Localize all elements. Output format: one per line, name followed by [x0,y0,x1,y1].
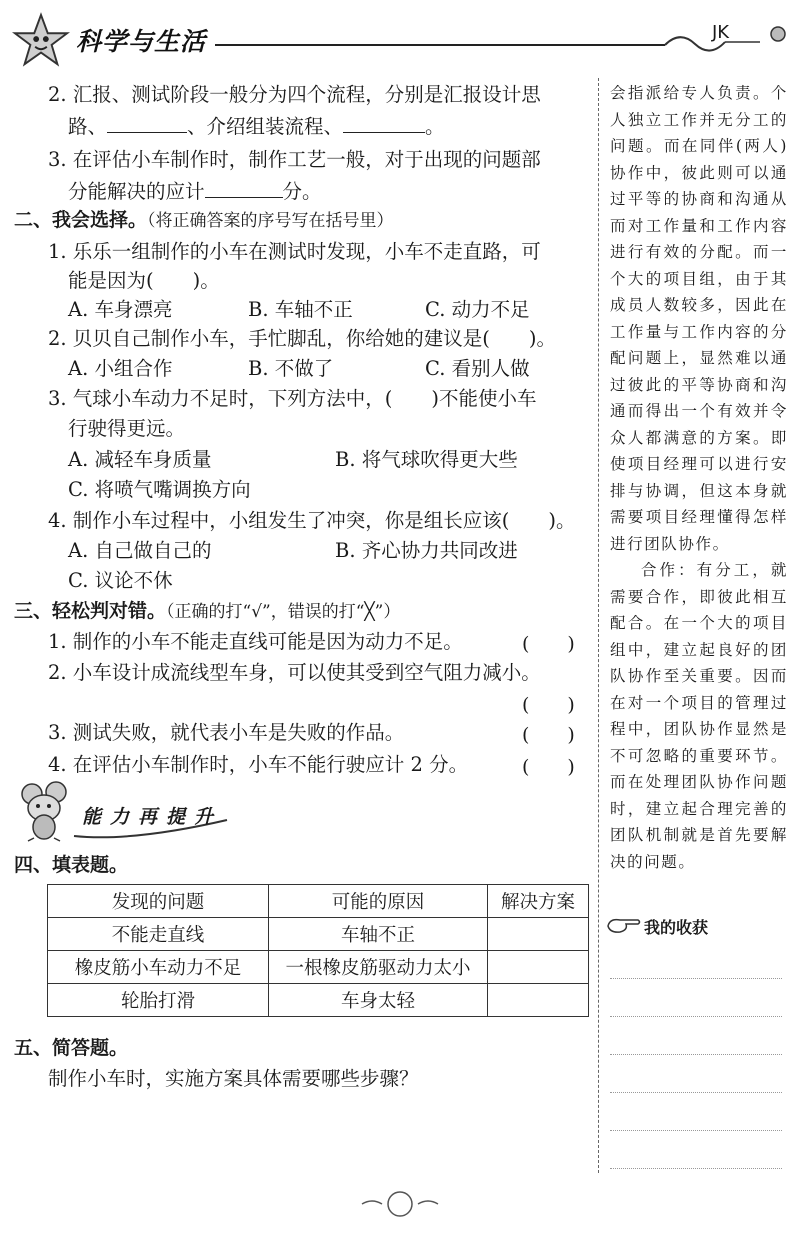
sidebar-text [610,80,788,875]
note-line[interactable] [610,1092,782,1093]
table-cell: 轮胎打滑 [48,984,269,1017]
s2-q1-opt-c[interactable]: C. 动力不足 [425,298,530,321]
s1-q2-line1: 2. 汇报、测试阶段一般分为四个流程，分别是汇报设计思 [48,83,541,106]
s2-q1-opt-a[interactable]: A. 车身漂亮 [68,298,173,321]
s3-item-1: 1. 制作的小车不能走直线可能是因为动力不足。 [48,630,463,653]
s2-q2-line1: 2. 贝贝自己制作小车，手忙脚乱，你给她的建议是( )。 [48,327,557,350]
note-line[interactable] [610,1054,782,1055]
s1-q3-line1: 3. 在评估小车制作时，制作工艺一般，对于出现的问题部 [48,148,541,171]
s2-q4-line1: 4. 制作小车过程中，小组发生了冲突，你是组长应该( )。 [48,509,576,532]
s2-q2-opt-b[interactable]: B. 不做了 [248,357,334,380]
note-line[interactable] [610,978,782,979]
answer-paren[interactable]: ( ) [522,633,575,655]
brand-title: 科学与生活 [76,27,207,56]
s3-item-3: 3. 测试失败，就代表小车是失败的作品。 [48,721,405,744]
note-line[interactable] [610,1130,782,1131]
harvest-label: 我的收获 [644,918,709,937]
table-row [48,984,589,1017]
s2-q2-opt-a[interactable]: A. 小组合作 [68,357,173,380]
answer-paren[interactable]: ( ) [522,756,575,778]
s2-q1-line1: 1. 乐乐一组制作的小车在测试时发现，小车不走直路，可 [48,240,541,263]
s3-item-2: 2. 小车设计成流线型车身，可以使其受到空气阻力减小。 [48,661,541,684]
star-mascot-icon [12,12,70,70]
table-cell: 车轴不正 [269,918,488,951]
sidebar-para-1: 会指派给专人负责。个人独立工作并无分工的问题。而在同伴(两人)协作中，彼此则可以通过平等的协商和沟通从而对工作量和工作内容进行有效的分配。而一个大的项目组，由于其成员人数较多，因此在工作量与工作内容的分配问题上，显然难以通过彼此的平等协商和沟通而得出一个有效并令众人都满意的方案。即使项目经理可以进行安排与协调，但这本身就需要项目经理懂得怎样进行团队协作。 [610,84,788,553]
sidebar-para-2: 合作：有分工，就需要合作，即彼此相互配合。在一个大的项目组中，建立起良好的团队协作至关重要。因而在对一个项目的管理过程中，团队协作显然是不可忽略的重要环节。而在处理团队协作问题时，建立起合理完善的团队机制就是首先要解决的问题。 [610,561,788,871]
fill-table [47,884,589,1017]
series-label: JK [712,22,730,43]
note-line[interactable] [610,1016,782,1017]
s1-q2-line2: 路、 、介绍组装流程、 。 [68,115,445,138]
ability-title: 能力再提升 [82,806,223,828]
table-answer-cell[interactable] [488,984,589,1017]
table-cell: 橡皮筋小车动力不足 [48,951,269,984]
note-line[interactable] [610,1168,782,1169]
section5-heading: 五、简答题。 [14,1037,129,1059]
fill-blank[interactable] [343,114,425,133]
fill-blank[interactable] [205,179,283,198]
s2-q3-opt-c[interactable]: C. 将喷气嘴调换方向 [68,478,251,501]
mouse-mascot-icon [14,780,76,842]
s1-q3-line2: 分能解决的应计 分。 [68,180,322,203]
s2-q2-opt-c[interactable]: C. 看别人做 [425,357,530,380]
table-row [48,918,589,951]
section2-heading: 二、我会选择。（将正确答案的序号写在括号里） [14,209,394,231]
header-rule [215,44,665,46]
fill-blank[interactable] [107,114,187,133]
s2-q1-opt-b[interactable]: B. 车轴不正 [248,298,353,321]
table-answer-cell[interactable] [488,918,589,951]
section3-heading: 三、轻松判对错。（正确的打“√”，错误的打“╳”） [14,600,401,622]
table-header-cell: 发现的问题 [48,885,269,918]
table-header-row [48,885,589,918]
table-header-cell: 可能的原因 [269,885,488,918]
s3-item-4: 4. 在评估小车制作时，小车不能行驶应计 2 分。 [48,753,469,776]
section4-heading: 四、填表题。 [14,854,129,876]
s2-q4-opt-c[interactable]: C. 议论不休 [68,569,173,592]
s2-q4-opt-b[interactable]: B. 齐心协力共同改进 [335,539,518,562]
s5-question: 制作小车时，实施方案具体需要哪些步骤？ [48,1067,419,1090]
s2-q3-line1: 3. 气球小车动力不足时，下列方法中，( )不能使小车 [48,387,537,410]
s2-q4-opt-a[interactable]: A. 自己做自己的 [68,539,212,562]
table-cell: 一根橡皮筋驱动力太小 [269,951,488,984]
s2-q3-line2: 行驶得更远。 [68,417,186,440]
pointing-hand-icon [606,914,642,936]
table-cell: 车身太轻 [269,984,488,1017]
answer-paren[interactable]: ( ) [522,724,575,746]
sidebar-divider [598,78,599,1173]
answer-area[interactable] [48,1100,583,1180]
table-cell: 不能走直线 [48,918,269,951]
s2-q1-line2: 能是因为( )。 [68,269,220,292]
page-number-ornament-icon [360,1190,440,1220]
table-answer-cell[interactable] [488,951,589,984]
table-header-cell: 解决方案 [488,885,589,918]
s2-q3-opt-b[interactable]: B. 将气球吹得更大些 [335,448,518,471]
s2-q3-opt-a[interactable]: A. 减轻车身质量 [68,448,212,471]
table-row [48,951,589,984]
answer-paren[interactable]: ( ) [522,694,575,716]
